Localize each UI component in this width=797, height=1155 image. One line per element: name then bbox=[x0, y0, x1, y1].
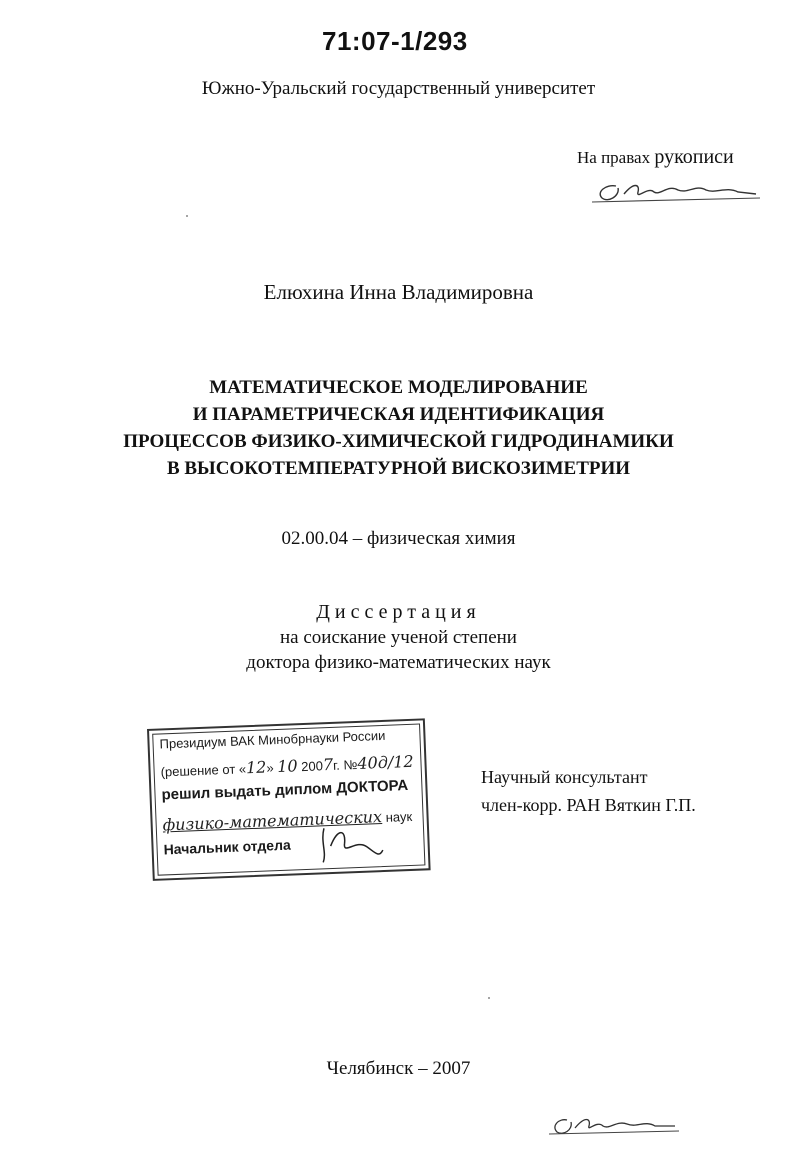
author-name: Елюхина Инна Владимировна bbox=[263, 280, 534, 304]
stamp-authority: Президиум ВАК Минобрнауки России bbox=[159, 727, 386, 752]
consultant-block bbox=[481, 763, 696, 819]
manuscript-rights bbox=[577, 146, 734, 169]
consultant-label: Научный консультант bbox=[481, 767, 648, 787]
signature-top bbox=[588, 176, 768, 210]
title-line: И ПАРАМЕТРИЧЕСКАЯ ИДЕНТИФИКАЦИЯ bbox=[192, 404, 605, 425]
university-name: Южно-Уральский государственный университет bbox=[201, 78, 596, 99]
decision-day: 12 bbox=[245, 757, 267, 778]
decision-year-prefix: 200 bbox=[300, 758, 324, 775]
vak-stamp bbox=[147, 718, 431, 881]
dissertation-type bbox=[0, 600, 797, 675]
field-handwritten: физико-математических bbox=[162, 807, 383, 835]
consultant-name: член-корр. РАН Вяткин Г.П. bbox=[481, 795, 696, 815]
city-year: Челябинск – 2007 bbox=[326, 1058, 471, 1079]
dissertation-title bbox=[0, 374, 797, 482]
specialty-code: 02.00.04 – физическая химия bbox=[281, 528, 516, 549]
scan-speck bbox=[488, 997, 490, 999]
rights-word: рукописи bbox=[654, 146, 734, 168]
degree-line-1: на соискание ученой степени bbox=[280, 627, 517, 648]
signature-bottom bbox=[545, 1112, 685, 1142]
decision-month: 10 bbox=[276, 756, 298, 777]
decision-num-prefix: г. № bbox=[332, 756, 358, 773]
title-line: В ВЫСОКОТЕМПЕРАТУРНОЙ ВИСКОЗИМЕТРИИ bbox=[166, 458, 631, 479]
stamp-signature bbox=[316, 820, 388, 869]
scan-speck bbox=[186, 215, 188, 217]
dissertation-heading: Диссертация bbox=[316, 601, 481, 623]
catalog-code: 71:07-1/293 bbox=[322, 26, 468, 56]
degree-line-2: доктора физико-математических наук bbox=[246, 652, 551, 673]
decision-number: 40д/12 bbox=[357, 751, 414, 773]
stamp-head: Начальник отдела bbox=[163, 836, 292, 858]
title-line: ПРОЦЕССОВ ФИЗИКО-ХИМИЧЕСКОЙ ГИДРОДИНАМИКИ bbox=[123, 431, 674, 452]
title-line: МАТЕМАТИЧЕСКОЕ МОДЕЛИРОВАНИЕ bbox=[209, 377, 588, 398]
field-suffix: наук bbox=[385, 808, 413, 825]
rights-prefix: На правах bbox=[577, 148, 651, 167]
decision-mid: » bbox=[266, 760, 274, 776]
decision-year-digit: 7 bbox=[322, 754, 334, 775]
stamp-award: решил выдать диплом ДОКТОРА bbox=[161, 777, 409, 804]
decision-prefix: (решение от « bbox=[160, 761, 247, 780]
